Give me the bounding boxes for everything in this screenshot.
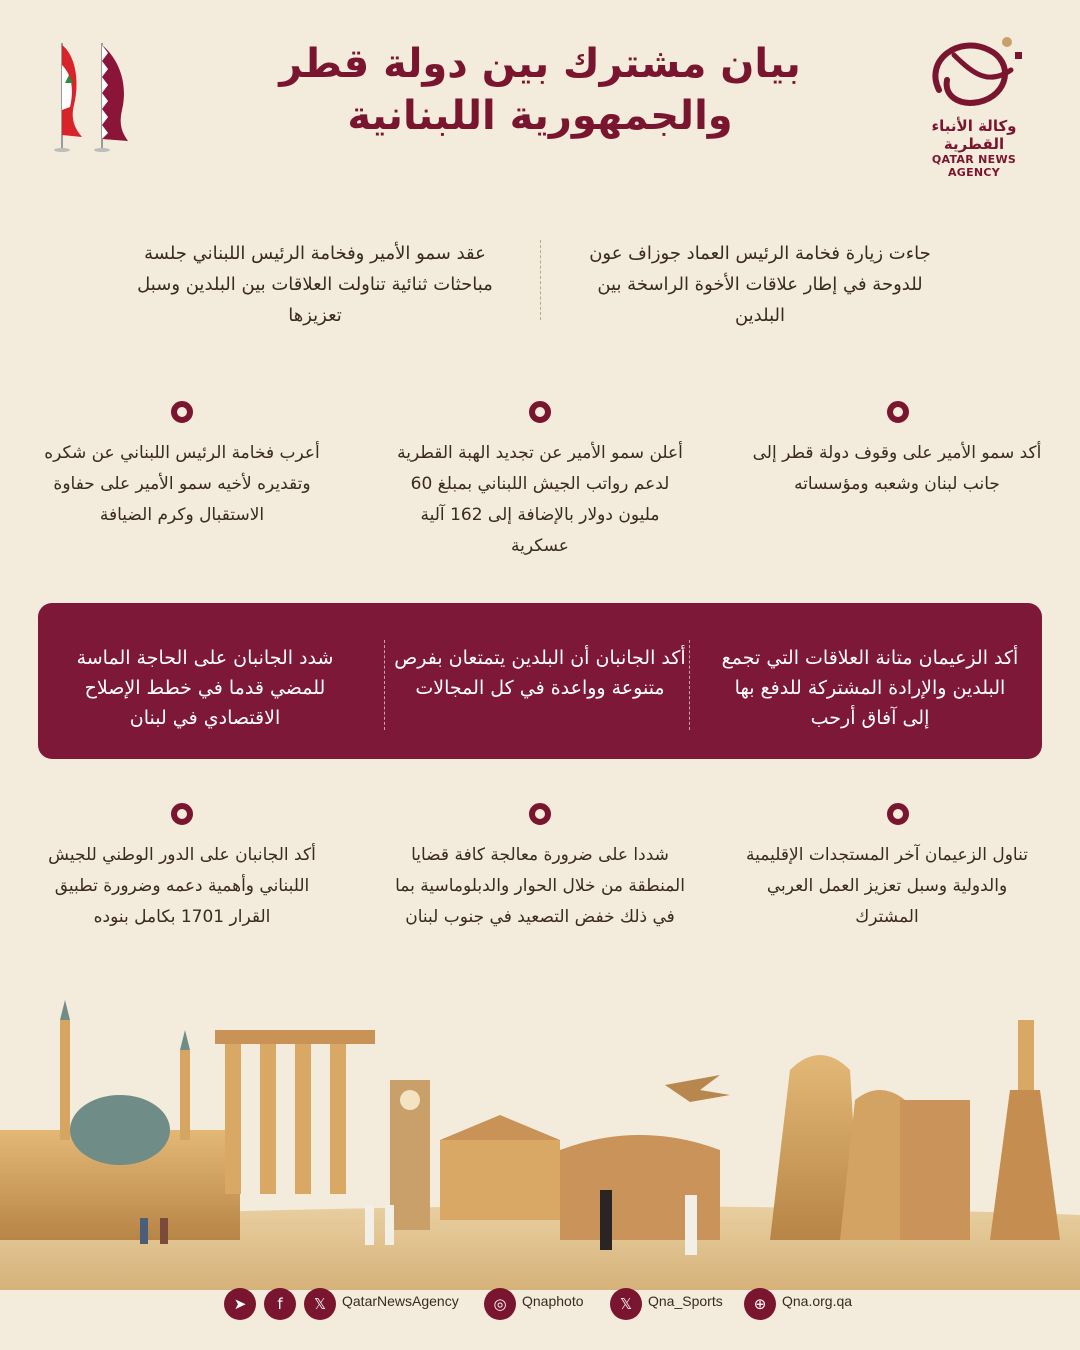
handle-sports[interactable]: Qna_Sports xyxy=(648,1293,723,1309)
bullet-icon xyxy=(887,401,909,423)
qna-logo xyxy=(904,30,1044,179)
intro-statement-right: جاءت زيارة فخامة الرئيس العماد جوزاف عون للدوحة في إطار علاقات الأخوة الراسخة بين البلدين xyxy=(589,243,931,326)
instagram-icon[interactable]: ◎ xyxy=(484,1288,516,1320)
landmarks-skyline-illustration xyxy=(0,990,1080,1290)
point-bottom-3: أكد الجانبان على الدور الوطني للجيش اللبناني وأهمية دعمه وضرورة تطبيق القرار 1701 بكامل بنوده xyxy=(48,845,316,927)
bullet-icon xyxy=(529,401,551,423)
handle-photo[interactable]: Qnaphoto xyxy=(522,1293,584,1309)
intro-statement-left: عقد سمو الأمير وفخامة الرئيس اللبناني جلسة مباحثات ثنائية تناولت العلاقات بين البلدين وسبل تعزيزها xyxy=(137,243,493,326)
point-top-3: أعرب فخامة الرئيس اللبناني عن شكره وتقديره لأخيه سمو الأمير على حفاوة الاستقبال وكرم الضيافة xyxy=(44,443,320,525)
globe-icon[interactable]: ⊕ xyxy=(744,1288,776,1320)
band-statement-1: أكد الزعيمان متانة العلاقات التي تجمع البلدين والإرادة المشتركة للدفع بها إلى آفاق أرحب xyxy=(721,647,1019,729)
qna-logo-icon xyxy=(919,30,1029,115)
handle-main[interactable]: QatarNewsAgency xyxy=(342,1293,459,1309)
band-divider xyxy=(384,640,385,730)
page-title xyxy=(250,38,830,142)
band-statement-3: شدد الجانبان على الحاجة الماسة للمضي قدما في خطط الإصلاح الاقتصادي في لبنان xyxy=(76,647,334,729)
flags-icon xyxy=(40,35,140,155)
point-top-2: أعلن سمو الأمير عن تجديد الهبة القطرية لدعم رواتب الجيش اللبناني بمبلغ 60 مليون دولار بالإضافة إلى 162 آلية عسكرية xyxy=(397,443,683,556)
intro-divider xyxy=(540,240,541,320)
bullet-icon xyxy=(887,803,909,825)
title-line-1: بيان مشترك بين دولة قطر xyxy=(279,41,801,87)
point-bottom-1: تناول الزعيمان آخر المستجدات الإقليمية والدولية وسبل تعزيز العمل العربي المشترك xyxy=(746,845,1028,927)
telegram-icon[interactable]: ➤ xyxy=(224,1288,256,1320)
x-icon[interactable]: 𝕏 xyxy=(610,1288,642,1320)
point-bottom-2: شددا على ضرورة معالجة كافة قضايا المنطقة من خلال الحوار والدبلوماسية بما في ذلك خفض التصعيد في جنوب لبنان xyxy=(395,845,685,927)
x-icon[interactable]: 𝕏 xyxy=(304,1288,336,1320)
logo-english-text: QATAR NEWS AGENCY xyxy=(931,153,1017,179)
bullet-icon xyxy=(529,803,551,825)
bullet-icon xyxy=(171,401,193,423)
band-statement-2: أكد الجانبان أن البلدين يتمتعان بفرص متنوعة وواعدة في كل المجالات xyxy=(394,647,686,699)
social-footer xyxy=(0,1280,1080,1324)
facebook-icon[interactable]: f xyxy=(264,1288,296,1320)
website-link[interactable]: Qna.org.qa xyxy=(782,1293,853,1309)
logo-arabic-text: وكالة الأنباء القطرية xyxy=(931,117,1017,153)
bullet-icon xyxy=(171,803,193,825)
title-line-2: والجمهورية اللبنانية xyxy=(347,93,733,139)
point-top-1: أكد سمو الأمير على وقوف دولة قطر إلى جانب لبنان وشعبه ومؤسساته xyxy=(752,443,1042,494)
